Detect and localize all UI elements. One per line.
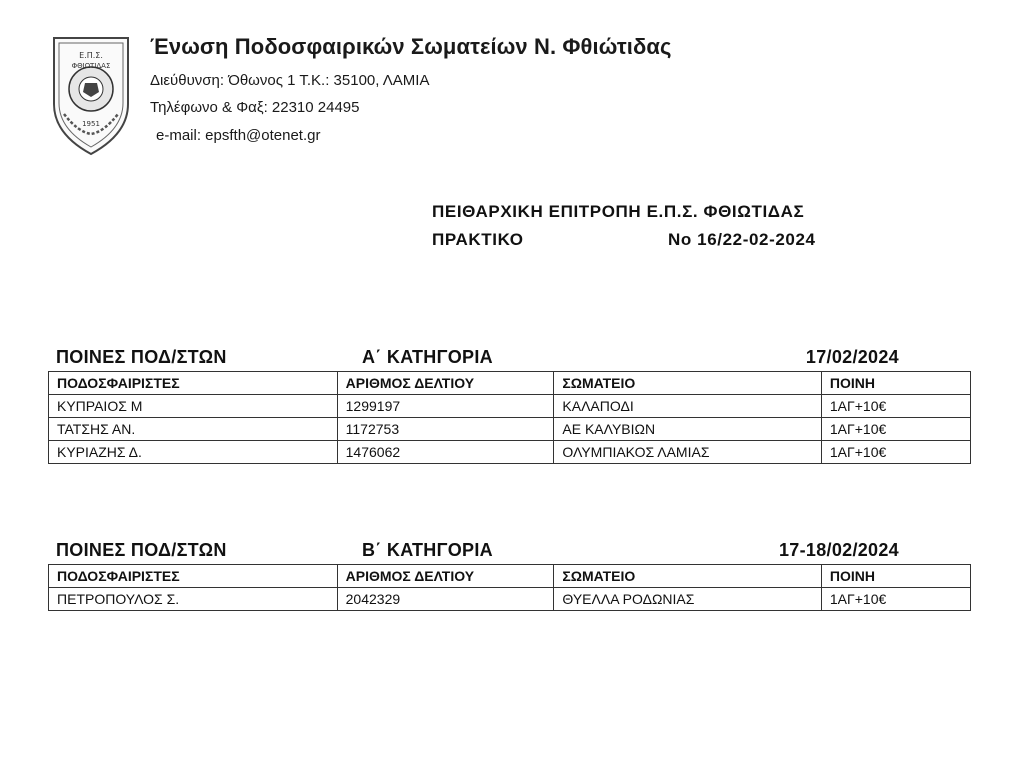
club-name: ΚΑΛΑΠΟΔΙ	[554, 395, 822, 418]
svg-text:1951: 1951	[82, 120, 100, 128]
table-header-row	[49, 565, 971, 588]
section-date: 17-18/02/2024	[778, 540, 899, 560]
card-number: 1299197	[337, 395, 554, 418]
penalties-table	[48, 371, 971, 464]
section-title: ΠΟΙΝΕΣ ΠΟΔ/ΣΤΩΝ	[56, 347, 227, 367]
table-row	[49, 441, 971, 464]
player-name: ΚΥΠΡΑΙΟΣ Μ	[49, 395, 338, 418]
table-row	[49, 588, 971, 611]
club-name: ΑΕ ΚΑΛΥΒΙΩΝ	[554, 418, 822, 441]
card-number: 1476062	[337, 441, 554, 464]
org-address: Διεύθυνση: Όθωνος 1 Τ.Κ.: 35100, ΛΑΜΙΑ	[150, 72, 430, 89]
table-row	[49, 418, 971, 441]
player-name: ΠΕΤΡΟΠΟΥΛΟΣ Σ.	[49, 588, 338, 611]
column-header-card-number: ΑΡΙΘΜΟΣ ΔΕΛΤΙΟΥ	[337, 565, 554, 588]
minutes-number: Νο 16/22-02-2024	[668, 230, 816, 249]
table-header-row	[49, 372, 971, 395]
org-name: Ένωση Ποδοσφαιρικών Σωματείων Ν. Φθιώτιδας	[150, 34, 672, 59]
penalty: 1ΑΓ+10€	[821, 395, 970, 418]
minutes-label: ΠΡΑΚΤΙΚΟ	[432, 230, 524, 249]
club-name: ΘΥΕΛΛΑ ΡΟΔΩΝΙΑΣ	[554, 588, 822, 611]
column-header-player: ΠΟΔΟΣΦΑΙΡΙΣΤΕΣ	[49, 565, 338, 588]
penalty: 1ΑΓ+10€	[821, 441, 970, 464]
column-header-player: ΠΟΔΟΣΦΑΙΡΙΣΤΕΣ	[49, 372, 338, 395]
section-header	[48, 347, 971, 371]
committee-title: ΠΕΙΘΑΡΧΙΚΗ ΕΠΙΤΡΟΠΗ Ε.Π.Σ. ΦΘΙΩΤΙΔΑΣ	[432, 202, 805, 221]
section-date: 17/02/2024	[805, 347, 899, 367]
club-name: ΟΛΥΜΠΙΑΚΟΣ ΛΑΜΙΑΣ	[554, 441, 822, 464]
section-title: ΠΟΙΝΕΣ ΠΟΔ/ΣΤΩΝ	[56, 540, 227, 560]
column-header-club: ΣΩΜΑΤΕΙΟ	[554, 372, 822, 395]
card-number: 1172753	[337, 418, 554, 441]
org-email: e-mail: epsfth@otenet.gr	[156, 127, 321, 144]
player-name: ΤΑΤΣΗΣ ΑΝ.	[49, 418, 338, 441]
svg-text:ΦΘΙΩΤΙΔΑΣ: ΦΘΙΩΤΙΔΑΣ	[71, 62, 111, 70]
section-category: Α΄ ΚΑΤΗΓΟΡΙΑ	[362, 347, 493, 367]
column-header-card-number: ΑΡΙΘΜΟΣ ΔΕΛΤΙΟΥ	[337, 372, 554, 395]
card-number: 2042329	[337, 588, 554, 611]
player-name: ΚΥΡΙΑΖΗΣ Δ.	[49, 441, 338, 464]
svg-text:Ε.Π.Σ.: Ε.Π.Σ.	[79, 51, 103, 60]
section-header	[48, 540, 971, 564]
penalty: 1ΑΓ+10€	[821, 588, 970, 611]
org-phone: Τηλέφωνο & Φαξ: 22310 24495	[150, 99, 360, 116]
column-header-club: ΣΩΜΑΤΕΙΟ	[554, 565, 822, 588]
table-row	[49, 395, 971, 418]
minutes-line	[432, 230, 872, 252]
penalties-table	[48, 564, 971, 611]
penalty: 1ΑΓ+10€	[821, 418, 970, 441]
association-logo	[48, 34, 134, 156]
penalties-section-a	[48, 347, 971, 464]
penalties-section-b	[48, 540, 971, 611]
column-header-penalty: ΠΟΙΝΗ	[821, 372, 970, 395]
section-category: Β΄ ΚΑΤΗΓΟΡΙΑ	[362, 540, 493, 560]
column-header-penalty: ΠΟΙΝΗ	[821, 565, 970, 588]
